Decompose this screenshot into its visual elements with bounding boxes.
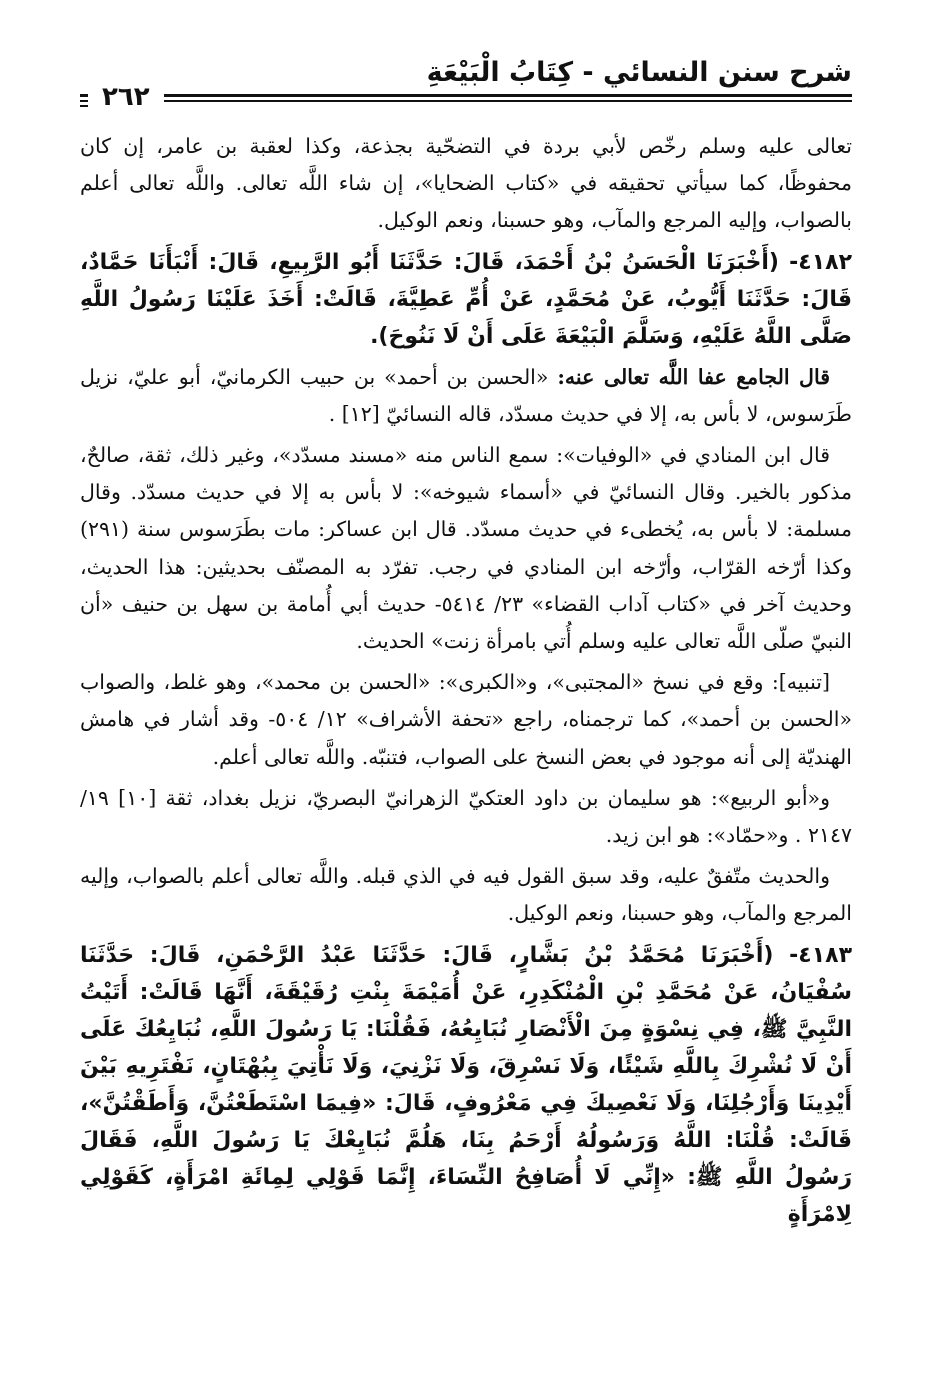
header-rule-thin (80, 100, 852, 102)
commentary-paragraph: والحديث متّفقٌ عليه، وقد سبق القول فيه في الذي قبله. واللَّه تعالى أعلم بالصواب، وإليه المرجع والمآب، وهو حسبنا، ونعم الوكيل. (80, 864, 852, 926)
page-number: ٢٦٢ (88, 78, 164, 116)
running-header-title: شرح سنن النسائي - كِتَابُ الْبَيْعَةِ (426, 57, 852, 88)
commentary-paragraph: تعالى عليه وسلم رخّص لأبي بردة في التضحّية بجذعة، وكذا لعقبة بن عامر، إن كان محفوظًا، كما سيأتي تحقيقه في «كتاب الضحايا»، إن شاء اللَّه تعالى. واللَّه تعالى أعلم بالصواب، وإليه المرجع والمآب، وهو حسبنا، ونعم الوكيل. (80, 134, 852, 233)
commentator-lead: قال الجامع عفا اللَّه تعالى عنه: (557, 364, 830, 389)
commentary-paragraph (80, 359, 852, 433)
hadith-4182: ٤١٨٢- (أَخْبَرَنَا الْحَسَنُ بْنُ أَحْمَدَ، قَالَ: حَدَّثَنَا أَبُو الرَّبِيعِ، قَالَ: أَنْبَأَنَا حَمَّادٌ، قَالَ: حَدَّثَنَا أَيُّوبُ، عَنْ مُحَمَّدٍ، عَنْ أُمِّ عَطِيَّةَ، قَالَتْ: أَخَذَ عَلَيْنَا رَسُولُ اللَّهِ صَلَّى اللَّهُ عَلَيْهِ، وَسَلَّمَ الْبَيْعَةَ عَلَى أَنْ لَا نَنُوحَ). (80, 249, 852, 349)
commentary-paragraph: و«أبو الربيع»: هو سليمان بن داود العتكيّ الزهرانيّ البصريّ، نزيل بغداد، ثقة [١٠] ١٩/ ٢١٤٧ . و«حمّاد»: هو ابن زيد. (80, 785, 852, 848)
commentary-paragraph: قال ابن المنادي في «الوفيات»: سمع الناس منه «مسند مسدّد»، وغير ذلك، ثقة، صالحٌ، مذكور بالخير. وقال النسائيّ في «أسماء شيوخه»: لا بأس به إلا في حديث مسدّد. وقال مسلمة: لا بأس به، يُخطىء في حديث مسدّد. قال ابن عساكر: مات بطَرَسوس سنة (٢٩١) وكذا أرّخه القرّاب، وأرّخه ابن المنادي في رجب. تفرّد به المصنّف بحديثين: هذا الحديث، وحديث آخر في «كتاب آداب القضاء» ٢٣/ ٥٤١٤- حديث أبي أُمامة بن سهل بن حنيف «أن النبيّ صلّى اللَّه تعالى عليه وسلم أُتي بامرأة زنت» الحديث. (80, 443, 852, 654)
header-rule-thick (80, 94, 852, 97)
commentary-text: «الحسن بن أحمد» بن حبيب الكرمانيّ، أبو عليّ، نزيل طَرَسوس، لا بأس به، إلا في حديث مسدّد، قاله النسائيّ [١٢] . (80, 364, 852, 426)
running-header (80, 50, 852, 110)
page-body (80, 128, 852, 1237)
hadith-4183: ٤١٨٣- (أَخْبَرَنَا مُحَمَّدُ بْنُ بَشَّارٍ، قَالَ: حَدَّثَنَا عَبْدُ الرَّحْمَنِ، قَالَ: حَدَّثَنَا سُفْيَانُ، عَنْ مُحَمَّدِ بْنِ الْمُنْكَدِرِ، عَنْ أُمَيْمَةَ بِنْتِ رُقَيْقَةَ، أَنَّهَا قَالَتْ: أَتَيْتُ النَّبِيَّ ﷺ، فِي نِسْوَةٍ مِنَ الْأَنْصَارِ نُبَايِعُهُ، فَقُلْنَا: يَا رَسُولَ اللَّهِ، نُبَايِعُكَ عَلَى أَنْ لَا نُشْرِكَ بِاللَّهِ شَيْئًا، وَلَا نَسْرِقَ، وَلَا نَزْنِيَ، وَلَا نَأْتِيَ بِبُهْتَانٍ، نَفْتَرِيهِ بَيْنَ أَيْدِينَا وَأَرْجُلِنَا، وَلَا نَعْصِيكَ فِي مَعْرُوفٍ، قَالَ: «فِيمَا اسْتَطَعْتُنَّ، وَأَطَقْتُنَّ»، قَالَتْ: قُلْنَا: اللَّهُ وَرَسُولُهُ أَرْحَمُ بِنَا، هَلُمَّ نُبَايِعْكَ يَا رَسُولَ اللَّهِ، فَقَالَ رَسُولُ اللَّهِ ﷺ: «إِنِّي لَا أُصَافِحُ النِّسَاءَ، إِنَّمَا قَوْلِي لِمِائَةِ امْرَأَةٍ، كَقَوْلِي لِامْرَأَةٍ (80, 942, 852, 1227)
note-paragraph: [تنبيه]: وقع في نسخ «المجتبى»، و«الكبرى»: «الحسن بن محمد»، وهو غلط، والصواب «الحسن بن أحمد»، كما ترجمناه، راجع «تحفة الأشراف» ١٢/ ٥٠٤- وقد أشار في هامش الهنديّة إلى أنه موجود في بعض النسخ على الصواب، فتنبّه. واللَّه تعالى أعلم. (80, 670, 852, 769)
